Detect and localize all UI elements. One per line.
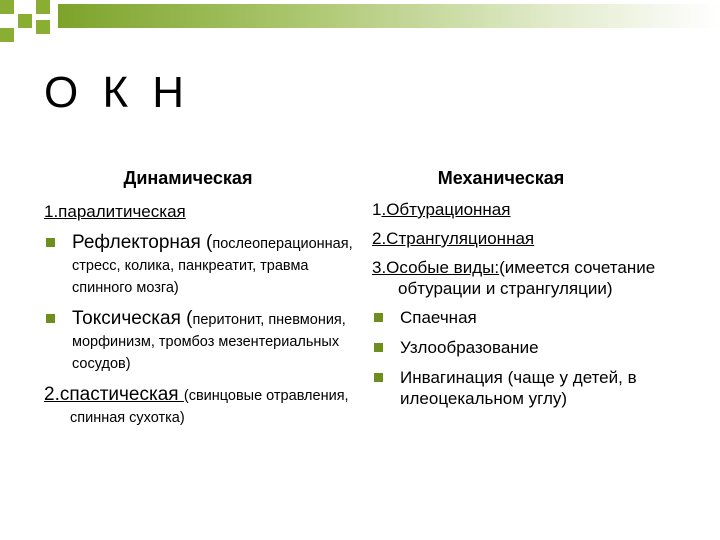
decor-square <box>18 14 32 28</box>
bullet-adhesive <box>372 307 692 328</box>
square-bullet-icon <box>46 238 55 247</box>
bullet-knotting <box>372 337 692 358</box>
spastic-item <box>44 384 364 428</box>
special-types-item <box>372 257 692 299</box>
special-types-label: 3.Особые виды: <box>372 258 500 277</box>
bullet-paren: ( <box>200 232 213 253</box>
square-bullet-icon <box>374 343 383 352</box>
obturation-label: .Обтурационная <box>381 200 511 219</box>
square-bullet-icon <box>374 313 383 322</box>
decor-square <box>0 28 14 42</box>
paralytic-item: 1.паралитическая <box>44 202 186 221</box>
mechanical-heading: Механическая <box>437 168 565 188</box>
dynamic-column <box>44 168 364 438</box>
spastic-detail: (свинцовые отравления, спинная сухотка) <box>70 388 349 426</box>
bullet-text: Узлообразование <box>400 338 539 357</box>
strangulation-item: 2.Странгуляционная <box>372 229 535 248</box>
bullet-toxic <box>44 308 364 374</box>
spastic-label: 2.спастическая <box>44 384 184 405</box>
bullet-main: Токсическая <box>72 308 181 329</box>
special-types-detail: (имеется сочетание обтурации и странгуляции) <box>398 258 656 298</box>
obturation-number: 1 <box>372 200 382 219</box>
bullet-detail: перитонит, пневмония, морфинизм, тромбоз мезентериальных сосудов) <box>72 312 346 372</box>
header-gradient-bar <box>58 4 720 28</box>
obturation-item <box>372 199 692 220</box>
bullet-detail: послеоперационная, стресс, колика, панкреатит, травма спинного мозга) <box>72 236 353 296</box>
bullet-text: Инвагинация (чаще у детей, в илеоцекальном углу) <box>400 368 637 408</box>
bullet-paren: ( <box>180 308 193 329</box>
slide-title: О К Н <box>44 68 191 117</box>
square-bullet-icon <box>374 373 383 382</box>
dynamic-heading: Динамическая <box>123 168 253 188</box>
decor-square <box>36 0 50 14</box>
bullet-text: Спаечная <box>400 308 477 327</box>
decor-square <box>36 20 50 34</box>
bullet-main: Рефлекторная <box>72 232 201 253</box>
decor-square <box>0 0 14 14</box>
header-band <box>0 0 720 32</box>
square-bullet-icon <box>46 314 55 323</box>
bullet-invagination <box>372 367 692 409</box>
bullet-reflex <box>44 232 364 298</box>
mechanical-column <box>372 168 692 418</box>
